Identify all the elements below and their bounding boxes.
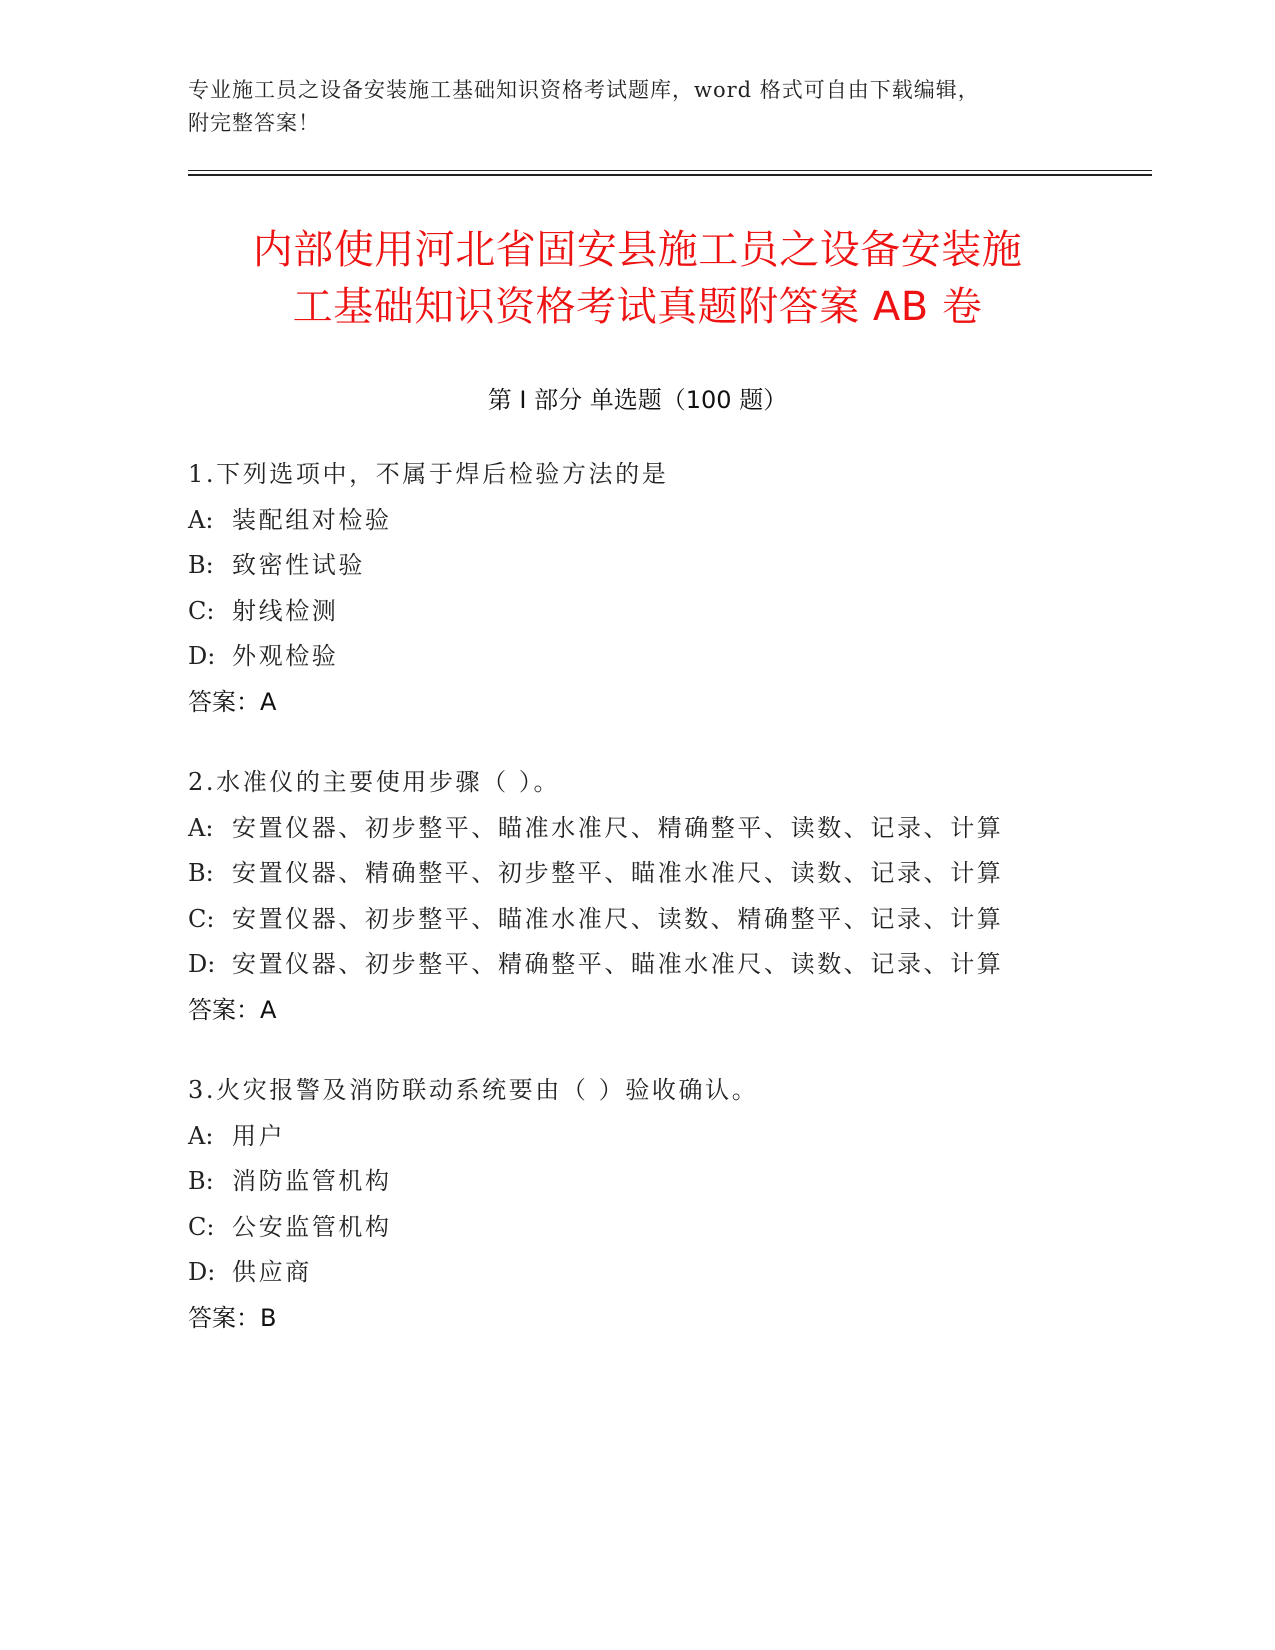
option-text: 安置仪器、精确整平、初步整平、瞄准水准尺、读数、记录、计算 — [232, 859, 1004, 887]
option-c — [188, 589, 1148, 635]
option-text: 安置仪器、初步整平、精确整平、瞄准水准尺、读数、记录、计算 — [232, 950, 1004, 978]
option-letter: C: — [188, 1212, 215, 1241]
option-text: 用户 — [232, 1121, 286, 1150]
question-stem: 3.火灾报警及消防联动系统要由（ ）验收确认。 — [188, 1076, 759, 1104]
option-text: 消防监管机构 — [232, 1167, 392, 1195]
question-stem: 2.水准仪的主要使用步骤（ ）。 — [188, 768, 561, 796]
document-title — [120, 222, 1155, 336]
header-note — [188, 74, 1088, 140]
question-1 — [188, 452, 1148, 725]
header-divider-bottom — [188, 174, 1152, 176]
option-text: 射线检测 — [232, 596, 339, 625]
option-c — [188, 897, 1148, 943]
option-c — [188, 1205, 1148, 1251]
option-text: 公安监管机构 — [232, 1212, 392, 1241]
option-letter: B: — [188, 1167, 214, 1195]
option-a — [188, 806, 1148, 852]
option-letter: C: — [188, 904, 215, 933]
section-title: 第 I 部分 单选题（100 题） — [487, 386, 788, 414]
header-note-line-1: 专业施工员之设备安装施工基础知识资格考试题库，word 格式可自由下载编辑， — [188, 78, 980, 102]
option-b — [188, 1159, 1148, 1205]
option-letter: A: — [188, 813, 214, 842]
option-text: 安置仪器、初步整平、瞄准水准尺、读数、精确整平、记录、计算 — [232, 904, 1004, 933]
option-letter: D: — [188, 642, 216, 670]
option-b — [188, 851, 1148, 897]
question-2 — [188, 760, 1148, 1033]
option-text: 供应商 — [232, 1258, 312, 1286]
document-title-line-1: 内部使用河北省固安县施工员之设备安装施 — [252, 227, 1023, 273]
question-stem: 1.下列选项中，不属于焊后检验方法的是 — [188, 460, 669, 488]
answer: 答案：A — [188, 995, 277, 1024]
option-d — [188, 1250, 1148, 1296]
option-text: 外观检验 — [232, 642, 339, 670]
header-note-line-2: 附完整答案！ — [188, 111, 320, 135]
option-text: 装配组对检验 — [232, 505, 392, 534]
option-b — [188, 543, 1148, 589]
header-divider-top — [188, 170, 1152, 171]
option-a — [188, 498, 1148, 544]
option-letter: C: — [188, 596, 215, 625]
option-text: 致密性试验 — [232, 551, 365, 579]
document-title-line-2: 工基础知识资格考试真题附答案 AB 卷 — [292, 284, 983, 330]
option-letter: B: — [188, 551, 214, 579]
question-3 — [188, 1068, 1148, 1341]
option-text: 安置仪器、初步整平、瞄准水准尺、精确整平、读数、记录、计算 — [232, 813, 1004, 842]
option-letter: A: — [188, 505, 214, 534]
option-letter: D: — [188, 1258, 216, 1286]
option-a — [188, 1114, 1148, 1160]
option-d — [188, 634, 1148, 680]
answer: 答案：A — [188, 687, 277, 716]
option-letter: D: — [188, 950, 216, 978]
option-letter: A: — [188, 1121, 214, 1150]
option-letter: B: — [188, 859, 214, 887]
answer: 答案：B — [188, 1303, 277, 1332]
option-d — [188, 942, 1148, 988]
